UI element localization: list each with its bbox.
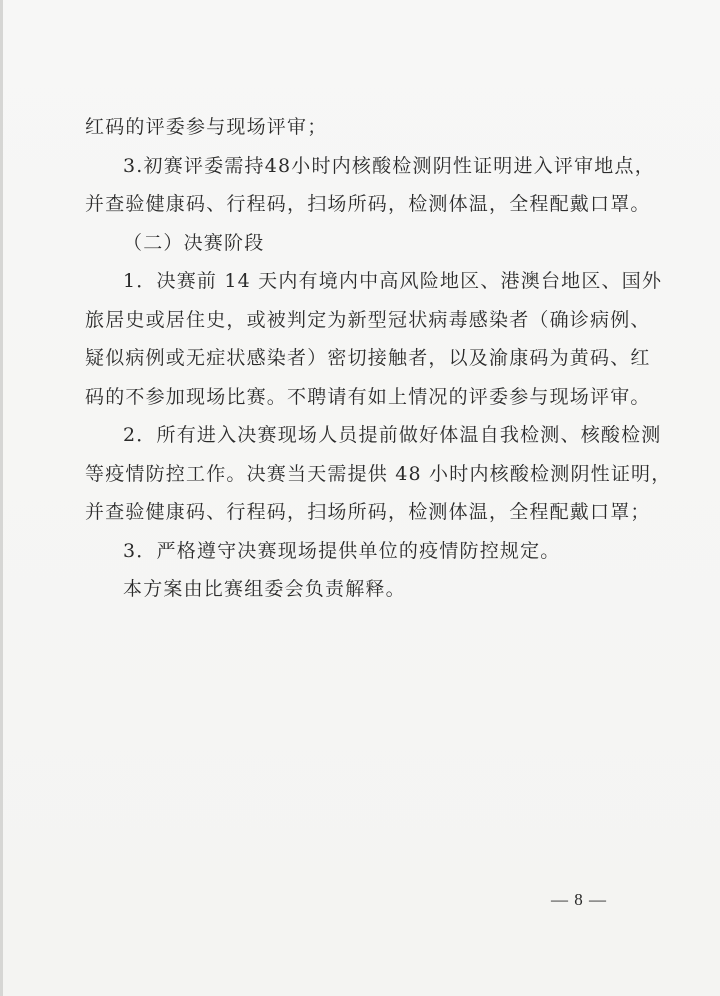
page-number: — 8 — <box>551 890 607 909</box>
section-heading: （二）决赛阶段 <box>123 231 265 254</box>
paragraph-line: 3.初赛评委需持48小时内核酸检测阴性证明进入评审地点， <box>123 154 655 177</box>
paragraph-line: 疑似病例或无症状感染者）密切接触者，以及渝康码为黄码、红 <box>85 347 651 369</box>
paragraph-line: 旅居史或居住史，或被判定为新型冠状病毒感染者（确诊病例、 <box>85 308 651 331</box>
body-text <box>85 108 672 609</box>
paragraph-line: 并查验健康码、行程码，扫场所码，检测体温，全程配戴口罩。 <box>85 193 651 215</box>
paragraph-line: 2．所有进入决赛现场人员提前做好体温自我检测、核酸检测 <box>123 424 662 446</box>
paragraph-line: 3．严格遵守决赛现场提供单位的疫情防控规定。 <box>123 539 561 562</box>
paragraph-line: 1．决赛前 14 天内有境内中高风险地区、港澳台地区、国外 <box>123 270 663 292</box>
paragraph-line: 并查验健康码、行程码，扫场所码，检测体温，全程配戴口罩； <box>85 501 651 523</box>
paragraph-line: 红码的评委参与现场评审； <box>85 116 328 138</box>
paragraph-line: 本方案由比赛组委会负责解释。 <box>123 578 406 600</box>
paragraph-line: 码的不参加现场比赛。不聘请有如上情况的评委参与现场评审。 <box>85 385 651 408</box>
paragraph-line: 等疫情防控工作。决赛当天需提供 48 小时内核酸检测阴性证明， <box>85 462 672 485</box>
